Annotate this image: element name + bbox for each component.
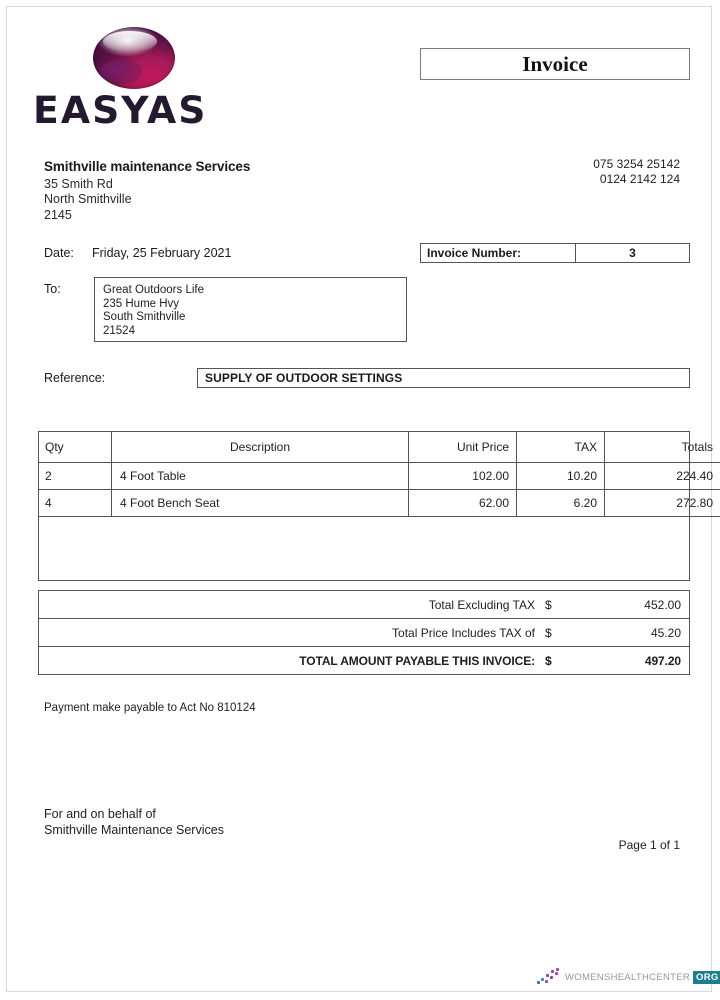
recipient-address-line1: 235 Hume Hvy	[103, 297, 180, 310]
row-tax: 10.20	[517, 463, 605, 490]
header-unit-price: Unit Price	[409, 432, 517, 463]
sender-block	[44, 159, 250, 223]
sender-phone-1: 075 3254 25142	[593, 157, 680, 171]
totals-amount: 497.20	[644, 653, 681, 668]
totals-table	[38, 590, 690, 675]
header-tax: TAX	[517, 432, 605, 463]
currency-symbol: $	[545, 625, 552, 640]
header-qty: Qty	[39, 432, 112, 463]
totals-label: Total Price Includes TAX of	[392, 625, 535, 640]
row-total: 272.80	[605, 490, 720, 517]
table-header-row	[39, 432, 720, 463]
reference-box	[197, 368, 690, 388]
totals-label: TOTAL AMOUNT PAYABLE THIS INVOICE:	[299, 653, 535, 668]
row-unit-price: 102.00	[409, 463, 517, 490]
signature-block	[44, 806, 224, 838]
row-description: 4 Foot Bench Seat	[112, 490, 409, 517]
recipient-box	[94, 277, 407, 342]
sender-name: Smithville maintenance Services	[44, 159, 251, 174]
company-logo	[35, 27, 235, 137]
invoice-content	[7, 7, 713, 993]
watermark-text: WOMENSHEALTHCENTER	[565, 971, 691, 983]
totals-row-tax-included	[39, 619, 689, 647]
watermark-dots-icon	[537, 967, 563, 987]
table-row	[39, 490, 720, 517]
row-description: 4 Foot Table	[112, 463, 409, 490]
invoice-title-box	[420, 48, 690, 80]
sender-phone-block	[593, 157, 680, 187]
behalf-line-2: Smithville Maintenance Services	[44, 823, 224, 837]
logo-ellipse-icon	[93, 27, 175, 89]
recipient-postcode: 21524	[103, 324, 135, 337]
invoice-page	[6, 6, 712, 992]
currency-symbol: $	[545, 653, 552, 668]
watermark-badge: ORG	[693, 971, 720, 984]
currency-symbol: $	[545, 597, 552, 612]
row-total: 224.40	[605, 463, 720, 490]
table-row	[39, 463, 720, 490]
header-description: Description	[112, 432, 409, 463]
reference-value: SUPPLY OF OUTDOOR SETTINGS	[205, 371, 403, 385]
row-qty: 4	[39, 490, 112, 517]
reference-label: Reference:	[44, 371, 106, 385]
header-totals: Totals	[605, 432, 720, 463]
payment-note: Payment make payable to Act No 810124	[44, 702, 256, 714]
page-number: Page 1 of 1	[618, 838, 680, 852]
totals-row-amount-payable	[39, 647, 689, 674]
invoice-number-value: 3	[629, 246, 636, 260]
logo-wordmark: EASYAS	[33, 89, 208, 132]
behalf-line-1: For and on behalf of	[44, 807, 156, 821]
watermark	[537, 966, 720, 988]
row-unit-price: 62.00	[409, 490, 517, 517]
invoice-number-box	[420, 243, 690, 263]
row-qty: 2	[39, 463, 112, 490]
recipient-address-line2: South Smithville	[103, 311, 186, 323]
recipient-label: To:	[44, 282, 61, 296]
table-empty-area	[39, 517, 720, 581]
sender-address-line2: North Smithville	[44, 192, 132, 206]
totals-amount: 452.00	[644, 597, 681, 612]
invoice-number-label: Invoice Number:	[421, 244, 576, 262]
date-label: Date:	[44, 246, 74, 260]
invoice-title: Invoice	[522, 51, 588, 76]
totals-label: Total Excluding TAX	[428, 597, 535, 612]
row-tax: 6.20	[517, 490, 605, 517]
totals-amount: 45.20	[650, 625, 681, 640]
recipient-name: Great Outdoors Life	[103, 284, 204, 296]
sender-phone-2: 0124 2142 124	[599, 172, 680, 186]
date-value: Friday, 25 February 2021	[92, 246, 232, 260]
table-empty-cell	[39, 517, 720, 581]
line-items-table	[38, 431, 713, 581]
sender-address-line1: 35 Smith Rd	[44, 176, 113, 191]
sender-postcode: 2145	[44, 207, 72, 222]
totals-row-excluding-tax	[39, 591, 689, 619]
